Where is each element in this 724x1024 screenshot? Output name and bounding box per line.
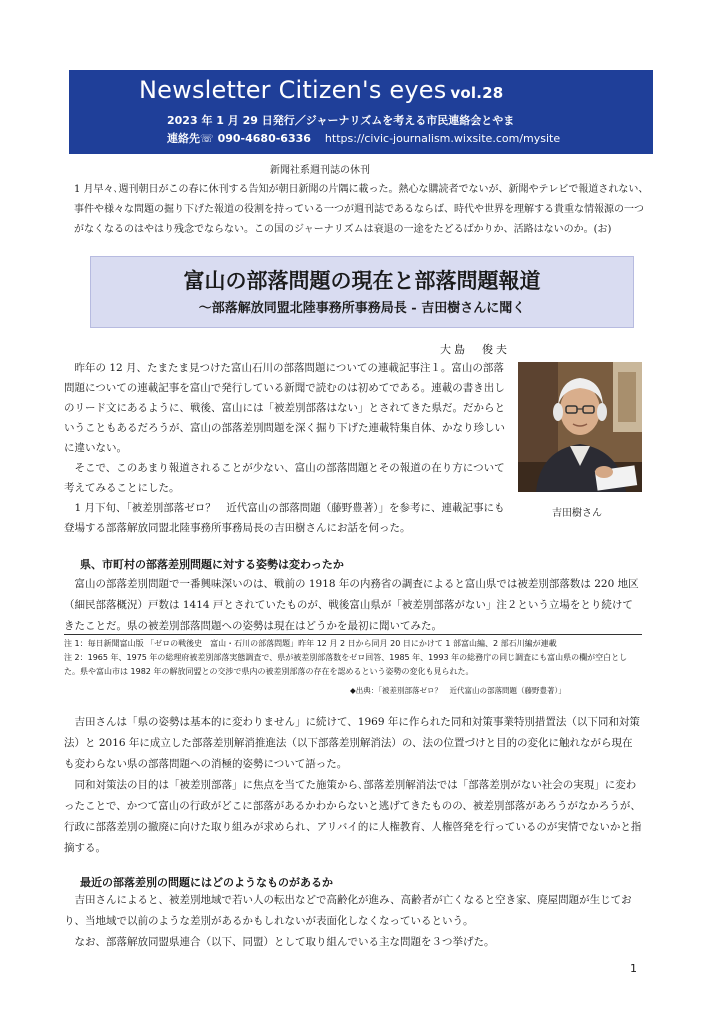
source-citation: ◆出典：「被差別部落ゼロ？ 近代富山の部落問題（藤野豊著）」 — [350, 686, 566, 695]
section-paragraph — [64, 574, 642, 637]
lead-paragraph: そこで、このあまり報道されることが少ない、富山の部落問題とその報道の在り方について考えてみることにした。 — [64, 462, 505, 494]
website-link[interactable]: https://civic-journalism.wixsite.com/mysite — [324, 132, 561, 145]
footnote: 注 2：1965 年、1975 年の総理府被差別部落実態調査で、県が被差別部落数をゼロ回答、1985 年、1993 年の総務庁の同じ調査にも富山県の欄が空白とした。県や富山市は 1982 年の解放同盟との交渉で県内の被差別部落の存在を認めるという姿勢の変化も見られた。 — [64, 653, 628, 676]
article-subtitle: ～部落解放同盟北陸事務所事務局長 - 吉田樹さんに聞く — [198, 301, 526, 316]
footnote: 注 1：毎日新聞富山版 「ゼロの戦後史 富山・石川の部落問題」昨年 12 月 2 日から同月 20 日にかけて 1 部富山編、2 部石川編が連載 — [64, 639, 557, 648]
article-title-box — [90, 256, 634, 328]
newsletter-header — [69, 70, 653, 154]
photo-caption: 吉田樹さん — [552, 508, 602, 519]
section-heading: 県、市町村の部落差別問題に対する姿勢は変わったか — [80, 558, 344, 571]
body-paragraph: 吉田さんによると、被差別地域で若い人の転出などで高齢化が進み、高齢者が亡くなると空き家、廃屋問題が生じており、当地域で以前のような差別があるかもしれないが表面化しなくなっているという。 — [64, 894, 632, 927]
lead-paragraph: 1 月下旬、「被差別部落ゼロ？ 近代富山の部落問題（藤野豊著）」を参考に、連載記事にも登場する部落解放同盟北陸事務所事務局長の吉田樹さんにお話を伺った。 — [64, 502, 505, 534]
article-author: 大島 俊夫 — [440, 343, 510, 356]
footnotes — [64, 634, 642, 679]
newsletter-brand — [139, 76, 503, 104]
volume-number: vol.28 — [450, 84, 504, 102]
section-continued — [64, 712, 642, 859]
portrait-illustration — [518, 362, 642, 492]
portrait-photo — [518, 362, 642, 492]
body-paragraph: なお、部落解放同盟県連合（以下、同盟）として取り組んでいる主な問題を３つ挙げた。 — [74, 936, 495, 948]
section-paragraph — [64, 890, 642, 953]
brand-name: Newsletter Citizen's eyes — [139, 76, 447, 104]
notice-title: 新聞社系週刊誌の休刊 — [270, 165, 370, 176]
issue-date-line: 2023 年 1 月 29 日発行／ジャーナリズムを考える市民連絡会とやま — [167, 114, 515, 127]
page-number: 1 — [630, 962, 637, 975]
article-title: 富山の部落問題の現在と部落問題報道 — [183, 268, 541, 293]
body-paragraph: 吉田さんは「県の姿勢は基本的に変わりません」に続けて、1969 年に作られた同和対策事業特別措置法（以下同和対策法）と 2016 年に成立した部落差別解消推進法（以下部落差別解消法）の、法の位置づけと目的の変化に触れながら現在も変わらない県の部落問題への消極的姿勢について語った。 — [64, 716, 640, 770]
contact-line — [167, 130, 560, 146]
body-paragraph: 富山の部落差別問題で一番興味深いのは、戦前の 1918 年の内務省の調査によると富山県では被差別部落数は 220 地区（細民部落概況）戸数は 1414 戸とされていたものが、戦後富山県が「被差別部落がない」注２という立場をとり続けてきたことだ。県の被差別部落問題への姿勢は現在はどうかを最初に聞いてみた。 — [64, 578, 639, 632]
contact-phone: 連絡先☏ 090-4680-6336 — [167, 132, 311, 145]
section-heading: 最近の部落差別の問題にはどのようなものがあるか — [80, 876, 333, 889]
article-lead — [64, 358, 508, 538]
lead-paragraph: 昨年の 12 月、たまたま見つけた富山石川の部落問題についての連載記事注１。富山の部落問題についての連載記事を富山で発行している新聞で読むのは初めてである。連載の書き出しのリード文にあるように、戦後、富山には「被差別部落はない」とされてきた県だ。だからということもあるだろうが、富山の部落差別問題を深く掘り下げた連載特集自体、かなり珍しいに違いない。 — [64, 362, 505, 454]
body-paragraph: 同和対策法の目的は「被差別部落」に焦点を当てた施策から､部落差別解消法では「部落差別がない社会の実現」に変わったことで、かつて富山の行政がどこに部落があるかわからないと逃げてきたものの、被差別部落があろうがなかろうが、行政に部落差別の撤廃に向けた取り組みが求められ、アリバイ的に人権教育、人権啓発を行っているのが実情でないかと指摘する。 — [64, 779, 642, 854]
notice-body: 1 月早々､週刊朝日がこの春に休刊する告知が朝日新聞の片隅に載った。熱心な購読者でないが、新聞やテレビで報道されない、事件や様々な問題の掘り下げた報道の役割を持っている一つが週刊誌であるならば、時代や世界を理解する貴重な情報源の一つがなくなるのはやはり残念でならない。この国のジャーナリズムは衰退の一途をたどるばかりか、活路はないのか。(お) — [74, 184, 649, 235]
